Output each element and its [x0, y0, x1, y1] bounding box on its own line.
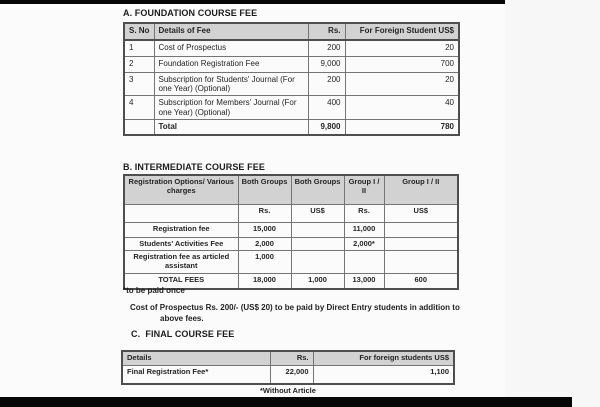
- foundation-fee-table: [123, 22, 460, 136]
- table-row: [122, 351, 454, 365]
- table-row: [124, 120, 459, 135]
- bottom-black-bar: [0, 397, 572, 407]
- table-cell: Subscription for Members' Journal (For one Year) (Optional): [154, 96, 308, 120]
- final-fee-table: [121, 350, 455, 385]
- table-cell: 2,000*: [344, 237, 384, 251]
- fee-table-grid: [121, 350, 455, 385]
- table-cell: 40: [345, 96, 459, 120]
- table-cell: Both Groups: [238, 175, 291, 204]
- table-cell: 9,800: [308, 120, 345, 135]
- table-cell: 2: [124, 56, 154, 72]
- section-c-title: C. FINAL COURSE FEE: [131, 329, 235, 339]
- table-cell: [384, 237, 458, 251]
- table-cell: [291, 222, 344, 237]
- intermediate-fee-table: [123, 174, 459, 290]
- table-cell: [384, 251, 458, 274]
- table-cell: Group I / II: [384, 175, 458, 204]
- top-black-bar: [0, 0, 505, 4]
- table-cell: 4: [124, 96, 154, 120]
- table-cell: [291, 237, 344, 251]
- table-cell: Registration Options/ Various charges: [124, 175, 238, 204]
- table-row: [124, 251, 458, 274]
- paid-once-footnote: *to be paid once: [123, 286, 185, 295]
- table-cell: 1,000: [291, 274, 344, 289]
- table-cell: [291, 251, 344, 274]
- table-cell: 3: [124, 72, 154, 96]
- table-cell: 18,000: [238, 274, 291, 289]
- table-cell: 600: [384, 274, 458, 289]
- table-cell: 780: [345, 120, 459, 135]
- table-cell: Registration fee as articled assistant: [124, 251, 238, 274]
- table-cell: Students' Activities Fee: [124, 237, 238, 251]
- table-cell: Registration fee: [124, 222, 238, 237]
- table-cell: 400: [308, 96, 345, 120]
- table-row: [124, 204, 458, 222]
- table-cell: US$: [291, 204, 344, 222]
- table-cell: 1,000: [238, 251, 291, 274]
- table-cell: [124, 204, 238, 222]
- table-cell: Details of Fee: [154, 23, 308, 40]
- table-cell: Cost of Prospectus: [154, 40, 308, 56]
- table-cell: For Foreign Student US$: [345, 23, 459, 40]
- table-row: [122, 365, 454, 384]
- table-row: [124, 40, 459, 56]
- table-cell: Subscription for Students' Journal (For one Year) (Optional): [154, 72, 308, 96]
- table-cell: Rs.: [308, 23, 345, 40]
- table-cell: 11,000: [344, 222, 384, 237]
- table-cell: 200: [308, 40, 345, 56]
- table-cell: [344, 251, 384, 274]
- table-cell: 1,100: [313, 365, 454, 384]
- table-cell: Total: [154, 120, 308, 135]
- table-cell: 200: [308, 72, 345, 96]
- table-cell: US$: [384, 204, 458, 222]
- table-cell: Rs.: [344, 204, 384, 222]
- table-cell: TOTAL FEES: [124, 274, 238, 289]
- table-cell: Rs.: [270, 351, 313, 365]
- section-b-title: B. INTERMEDIATE COURSE FEE: [123, 162, 265, 172]
- table-row: [124, 96, 459, 120]
- page-right-margin: [505, 0, 600, 407]
- prospectus-note-line2: above fees.: [160, 314, 204, 323]
- table-row: [124, 72, 459, 96]
- table-cell: 700: [345, 56, 459, 72]
- table-cell: S. No: [124, 23, 154, 40]
- table-cell: Group I / II: [344, 175, 384, 204]
- table-cell: Rs.: [238, 204, 291, 222]
- table-cell: 22,000: [270, 365, 313, 384]
- without-article-footnote: *Without Article: [260, 386, 316, 395]
- section-a-title: A. FOUNDATION COURSE FEE: [123, 8, 258, 18]
- fee-table-grid: [123, 174, 459, 290]
- table-cell: 9,000: [308, 56, 345, 72]
- table-cell: Details: [122, 351, 270, 365]
- fee-table-grid: [123, 22, 460, 136]
- table-row: [124, 23, 459, 40]
- table-cell: [124, 120, 154, 135]
- table-cell: 13,000: [344, 274, 384, 289]
- table-row: [124, 237, 458, 251]
- table-row: [124, 56, 459, 72]
- table-cell: 20: [345, 40, 459, 56]
- prospectus-note-line1: Cost of Prospectus Rs. 200/- (US$ 20) to be paid by Direct Entry students in addition to: [130, 303, 460, 312]
- table-cell: Final Registration Fee*: [122, 365, 270, 384]
- table-cell: For foreign students US$: [313, 351, 454, 365]
- table-row: [124, 175, 458, 204]
- table-cell: 15,000: [238, 222, 291, 237]
- table-row: [124, 222, 458, 237]
- table-cell: 1: [124, 40, 154, 56]
- table-cell: 2,000: [238, 237, 291, 251]
- table-cell: Foundation Registration Fee: [154, 56, 308, 72]
- table-cell: Both Groups: [291, 175, 344, 204]
- table-cell: [384, 222, 458, 237]
- table-cell: 20: [345, 72, 459, 96]
